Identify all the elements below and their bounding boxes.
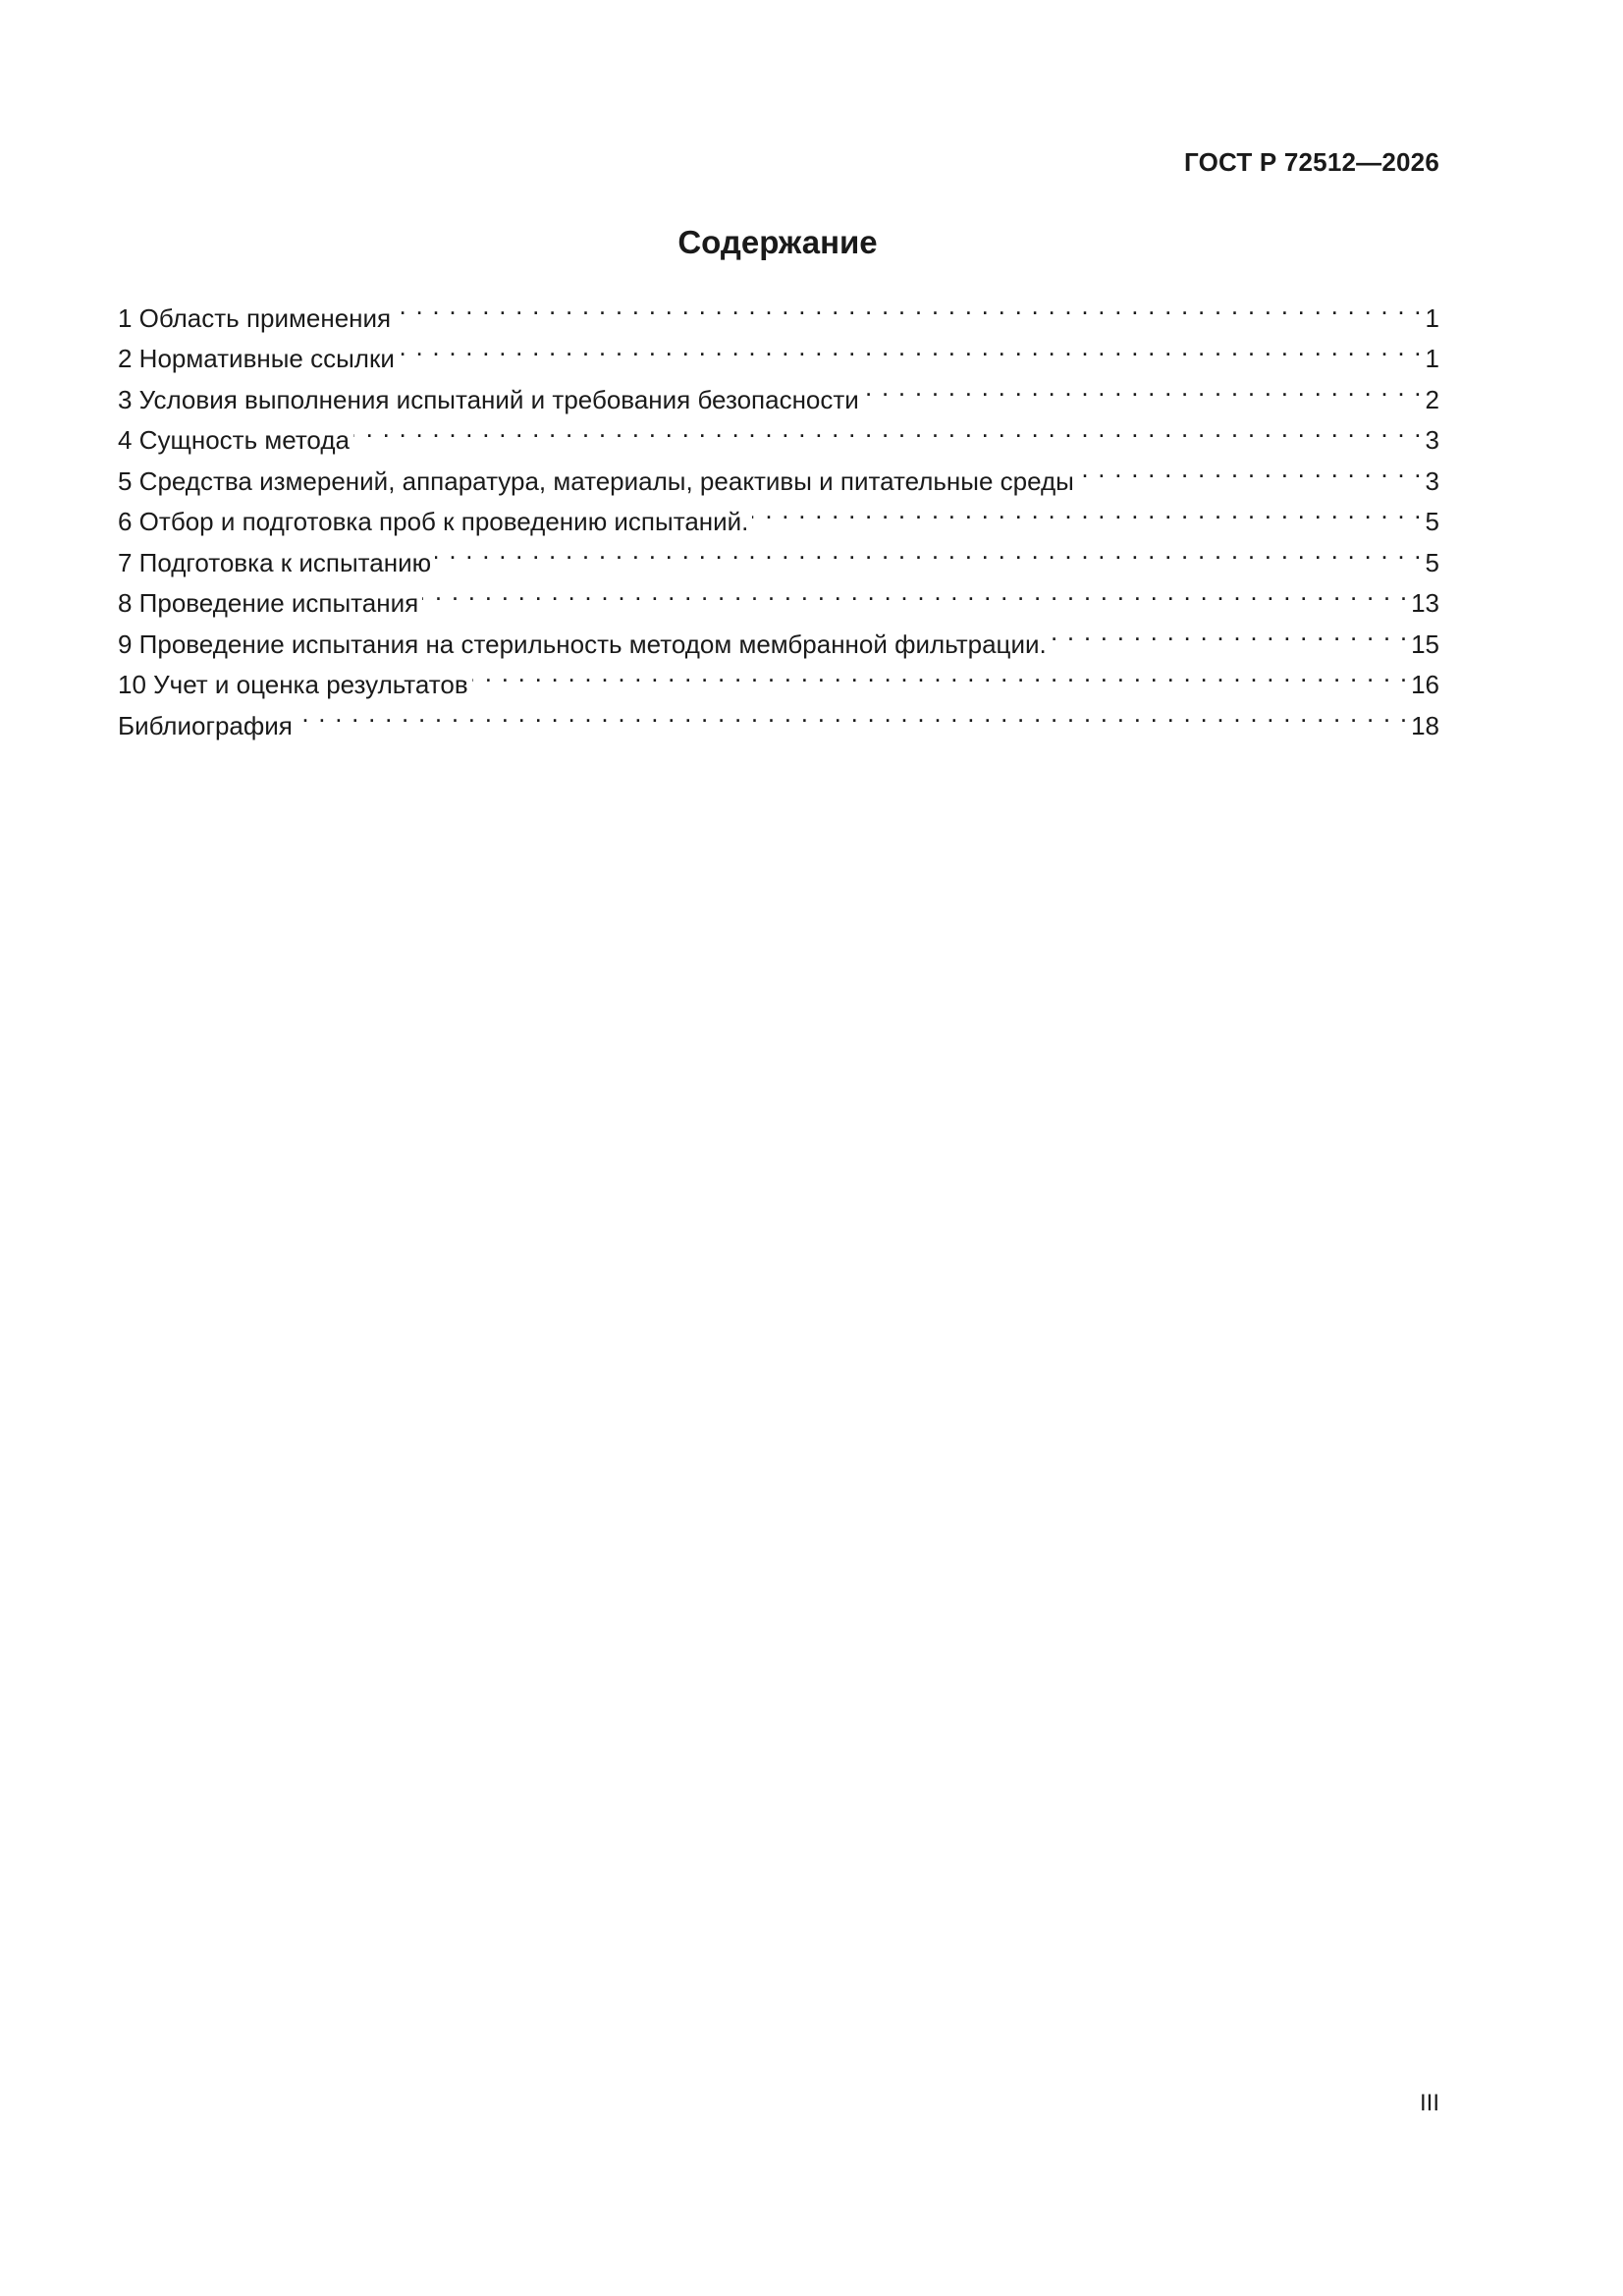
toc-entry-page: 13 [1411, 588, 1439, 618]
toc-entry-page: 5 [1425, 547, 1439, 577]
toc-entry-page: 3 [1425, 425, 1439, 455]
page-number: III [1419, 2090, 1439, 2116]
toc-entry-text: 1 Область применения [118, 302, 392, 333]
toc-leader-dots [1078, 449, 1422, 490]
toc-leader-dots [395, 286, 1421, 327]
toc-entry-scope[interactable] [118, 286, 1439, 333]
toc-entry-text: 10 Учет и оценка результатов [118, 670, 468, 699]
toc-entry-text: 5 Средства измерений, аппаратура, материалы, реактивы и питательные среды [118, 465, 1074, 496]
toc-entry-page: 1 [1425, 344, 1439, 373]
toc-leader-dots [422, 572, 1407, 613]
toc-title: Содержание [677, 224, 878, 260]
toc-entry-text: 6 Отбор и подготовка проб к проведению испытаний. [118, 507, 749, 536]
toc-entry-page: 3 [1425, 465, 1439, 496]
toc-leader-dots [297, 693, 1407, 735]
toc-entry-page: 18 [1411, 710, 1439, 740]
toc-leader-dots [472, 653, 1407, 694]
toc-leader-dots [353, 409, 1422, 450]
toc-leader-dots [752, 490, 1421, 531]
toc-leader-dots [435, 530, 1421, 572]
toc-entry-page: 2 [1425, 384, 1439, 414]
toc-entry-text: 7 Подготовка к испытанию [118, 547, 432, 577]
toc-entry-page: 16 [1411, 670, 1439, 699]
toc-leader-dots [399, 327, 1422, 368]
document-code: ГОСТ Р 72512—2026 [1184, 147, 1439, 177]
toc-entry-text: 2 Нормативные ссылки [118, 344, 395, 373]
toc-entry-text: 4 Сущность метода [118, 425, 350, 455]
toc-entry-page: 15 [1411, 629, 1439, 659]
toc-leader-dots [1051, 612, 1407, 653]
toc-entry-page: 1 [1425, 302, 1439, 333]
table-of-contents [118, 286, 1439, 740]
toc-leader-dots [863, 367, 1422, 409]
toc-entry-text: Библиография [118, 710, 293, 740]
toc-entry-page: 5 [1425, 507, 1439, 536]
toc-entry-text: 3 Условия выполнения испытаний и требования безопасности [118, 384, 859, 414]
toc-entry-bibliography[interactable] [118, 693, 1439, 740]
toc-entry-text: 9 Проведение испытания на стерильность методом мембранной фильтрации. [118, 629, 1047, 659]
toc-entry-text: 8 Проведение испытания [118, 588, 419, 618]
